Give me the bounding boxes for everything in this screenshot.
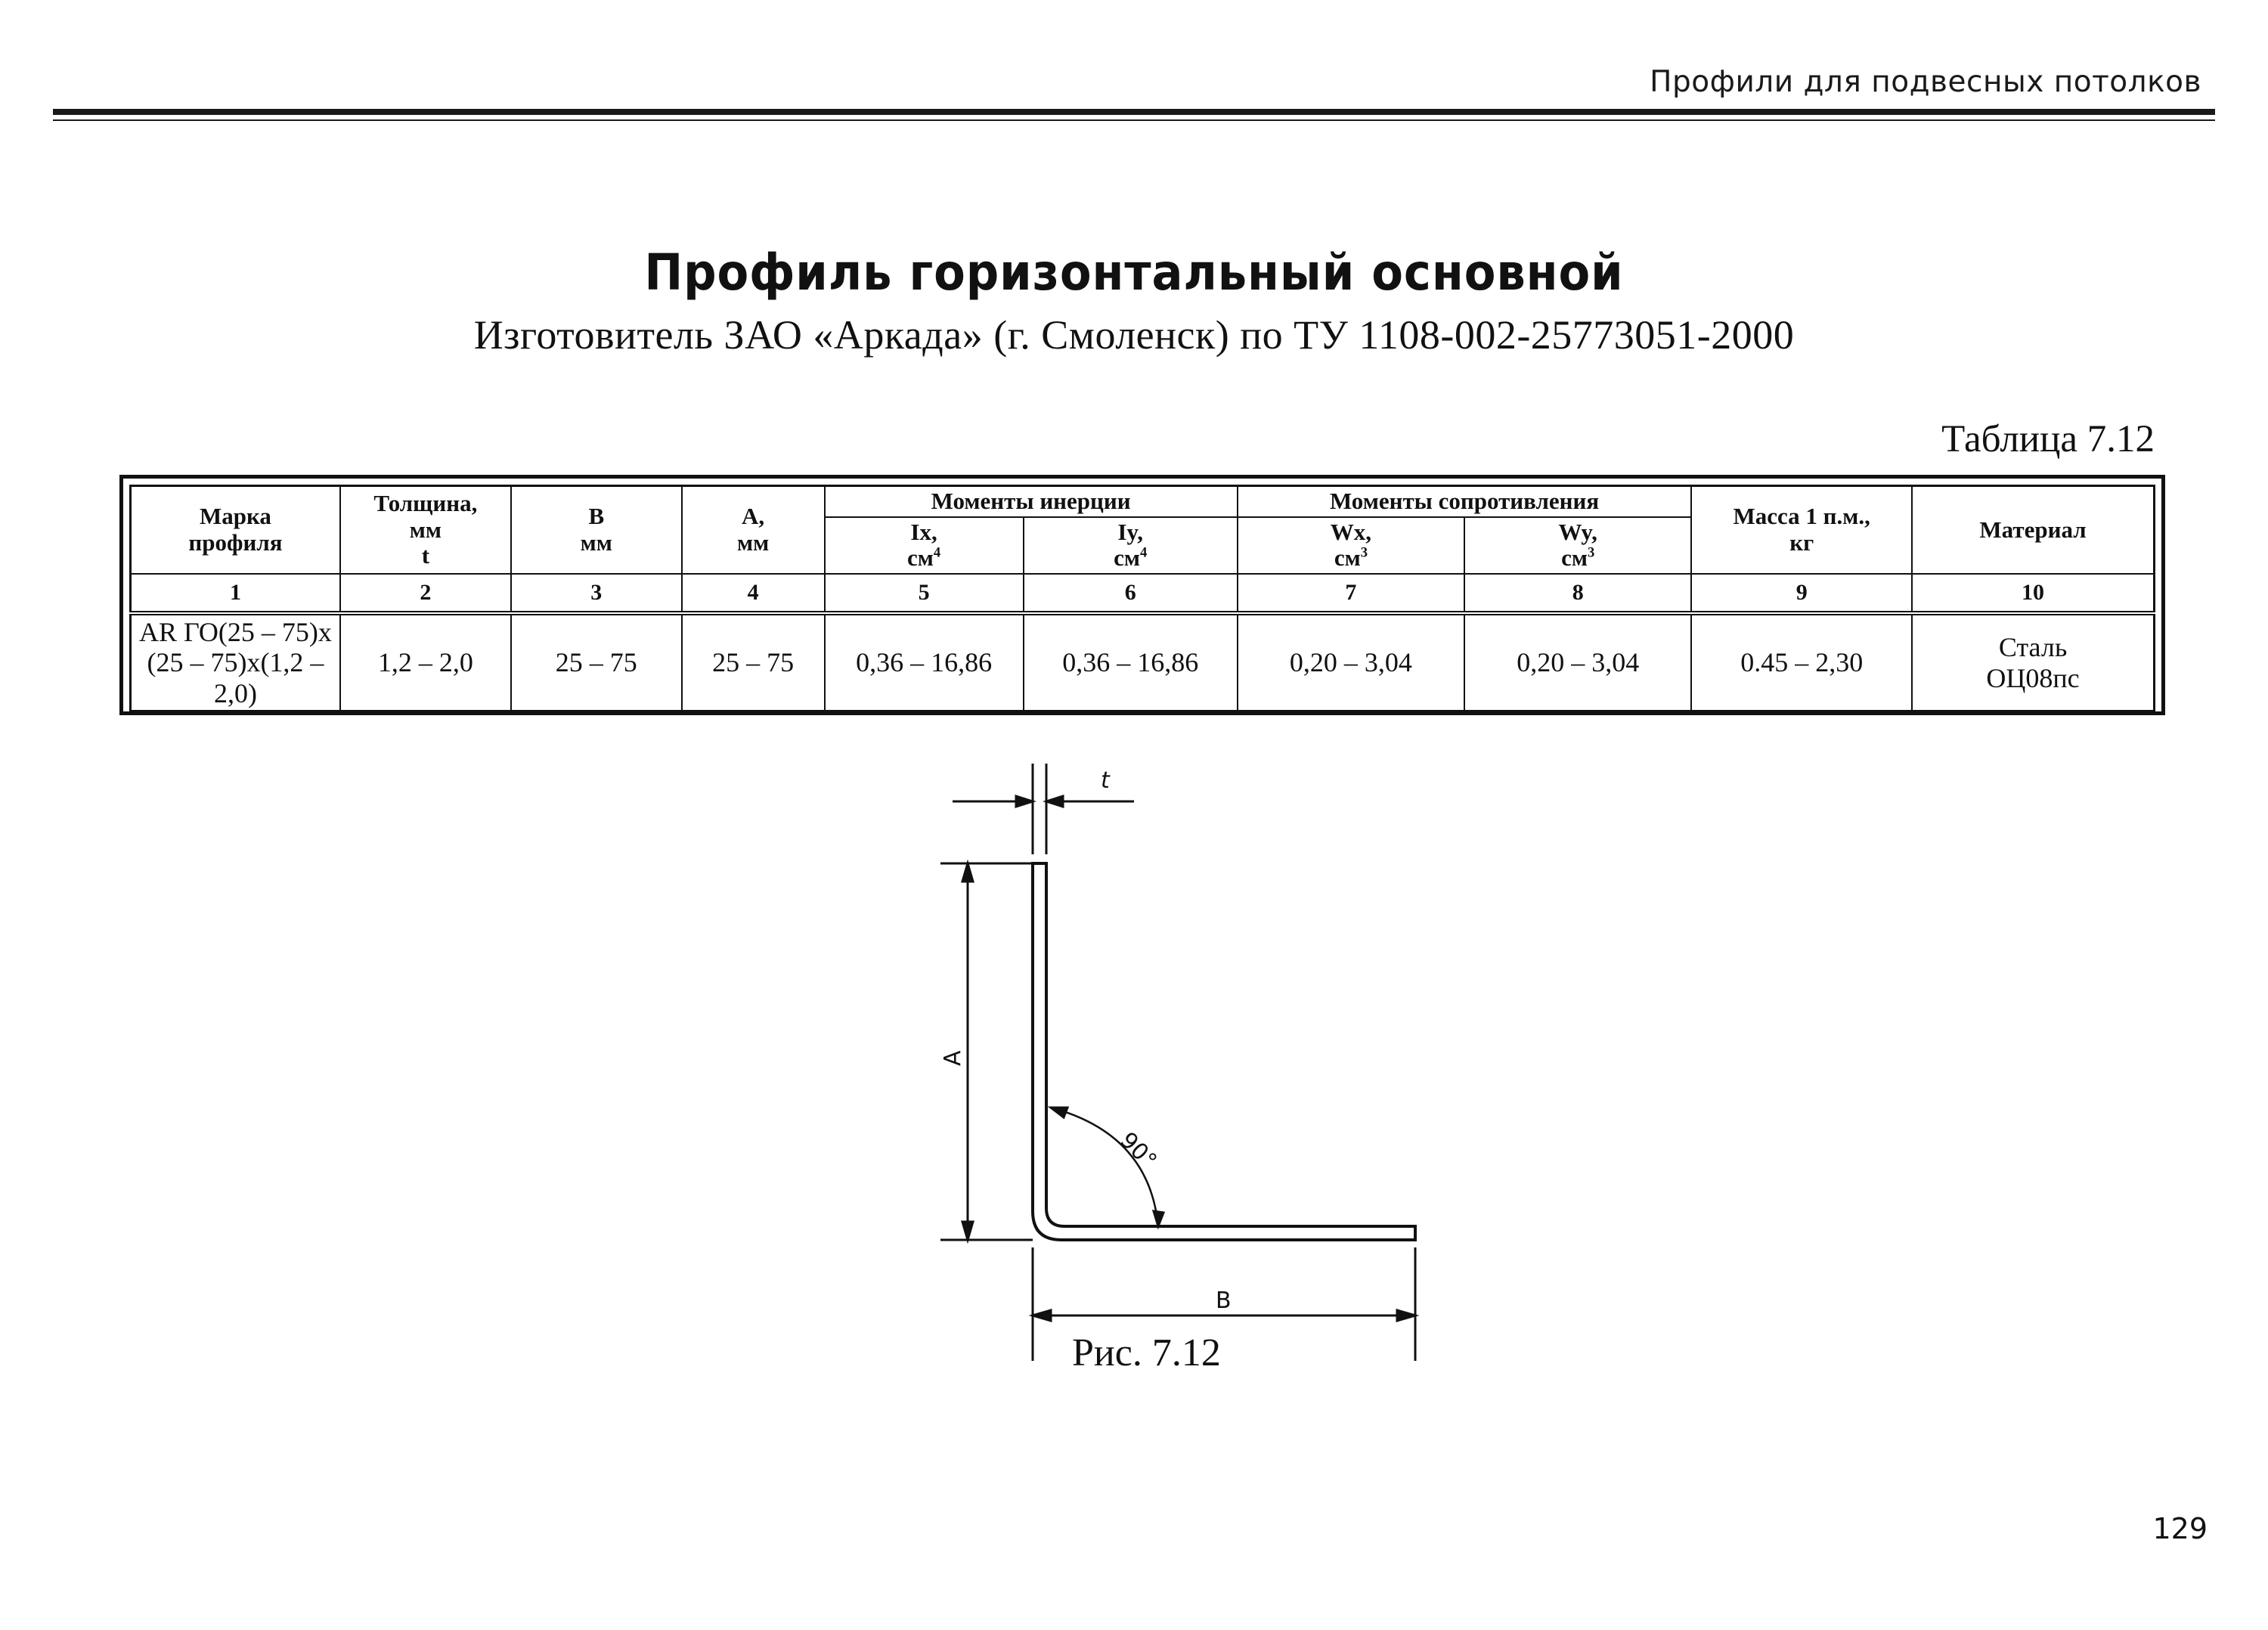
header-rule-thin bbox=[53, 119, 2215, 121]
table-caption: Таблица 7.12 bbox=[1941, 418, 2155, 460]
angle-arrow-bottom bbox=[1154, 1211, 1163, 1226]
figure-caption: Рис. 7.12 bbox=[1072, 1331, 1221, 1374]
cell-wy: 0,20 – 3,04 bbox=[1464, 613, 1691, 711]
angle-arrow-top bbox=[1051, 1108, 1067, 1117]
l-profile-shape bbox=[1033, 863, 1415, 1240]
cell-iy: 0,36 – 16,86 bbox=[1024, 613, 1238, 711]
cell-mass: 0.45 – 2,30 bbox=[1691, 613, 1912, 711]
th-material: Материал bbox=[1912, 486, 2154, 575]
col-number: 7 bbox=[1238, 574, 1464, 613]
cell-ix: 0,36 – 16,86 bbox=[825, 613, 1024, 711]
spec-table-frame bbox=[119, 475, 2165, 715]
col-number: 9 bbox=[1691, 574, 1912, 613]
th-ix: Ix, $см^4$ bbox=[825, 517, 1024, 574]
cell-a: 25 – 75 bbox=[682, 613, 825, 711]
th-b: В мм bbox=[511, 486, 682, 575]
th-resistance-group: Моменты сопротивления bbox=[1238, 486, 1692, 517]
cell-mark: AR ГО(25 – 75)x (25 – 75)x(1,2 – 2,0) bbox=[131, 613, 340, 711]
th-mass: Масса 1 п.м., кг bbox=[1691, 486, 1912, 575]
page-subtitle: Изготовитель ЗАО «Аркада» (г. Смоленск) по ТУ 1108-002-25773051-2000 bbox=[473, 312, 1795, 358]
label-a: A bbox=[940, 1050, 966, 1066]
col-number: 5 bbox=[825, 574, 1024, 613]
th-wx: Wx, $см^3$ bbox=[1238, 517, 1464, 574]
col-number: 3 bbox=[511, 574, 682, 613]
th-wy: Wy, $см^3$ bbox=[1464, 517, 1691, 574]
col-number: 8 bbox=[1464, 574, 1691, 613]
col-number: 6 bbox=[1024, 574, 1238, 613]
a-arrow-top bbox=[962, 863, 973, 882]
table-row bbox=[131, 613, 2155, 711]
col-number: 10 bbox=[1912, 574, 2154, 613]
t-arrow-right bbox=[1046, 796, 1063, 807]
label-b: B bbox=[1216, 1288, 1232, 1314]
cell-thickness: 1,2 – 2,0 bbox=[340, 613, 511, 711]
cell-b: 25 – 75 bbox=[511, 613, 682, 711]
cell-material: Сталь ОЦ08пс bbox=[1912, 613, 2154, 711]
t-arrow-left bbox=[1016, 796, 1033, 807]
header-row-1 bbox=[131, 486, 2155, 517]
th-a: А, мм bbox=[682, 486, 825, 575]
b-arrow-left bbox=[1033, 1310, 1051, 1321]
th-thickness: Толщина, мм t bbox=[340, 486, 511, 575]
col-number: 4 bbox=[682, 574, 825, 613]
header-rule-thick bbox=[53, 109, 2215, 115]
column-number-row bbox=[131, 574, 2155, 613]
th-iy: Iy, $см^4$ bbox=[1024, 517, 1238, 574]
a-arrow-bottom bbox=[962, 1222, 973, 1240]
col-number: 2 bbox=[340, 574, 511, 613]
th-mark: Марка профиля bbox=[131, 486, 340, 575]
th-inertia-group: Моменты инерции bbox=[825, 486, 1238, 517]
b-arrow-right bbox=[1397, 1310, 1415, 1321]
label-t: t bbox=[1101, 767, 1110, 794]
label-angle: 90° bbox=[1114, 1126, 1162, 1175]
cell-wx: 0,20 – 3,04 bbox=[1238, 613, 1464, 711]
running-header: Профили для подвесных потолков bbox=[1650, 65, 2201, 99]
col-number: 1 bbox=[131, 574, 340, 613]
profile-drawing bbox=[892, 748, 1467, 1384]
spec-table bbox=[129, 485, 2155, 712]
page-number: 129 bbox=[2152, 1512, 2208, 1545]
page-title: Профиль горизонтальный основной bbox=[644, 243, 1624, 302]
